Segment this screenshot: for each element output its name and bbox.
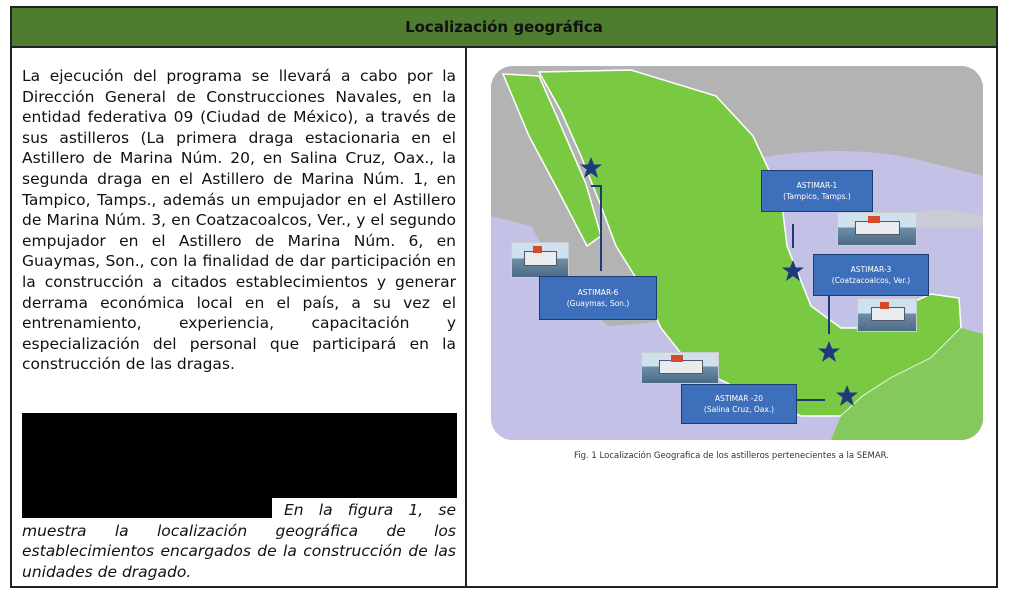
section-title: Localización geográfica [405,18,603,36]
body-paragraph: La ejecución del programa se llevará a cabo por la Dirección General de Construcciones Navales, en la entidad federativa 09 (Ciudad de México), a través de sus astilleros (La primera draga estacionaria en el Astillero de Marina Núm. 20, en Salina Cruz, Oax., la segunda draga en el Astillero de Marina Núm. 1, en Tampico, Tamps., además un empujador en el Astillero de Marina Núm. 3, en Coatzacoalcos, Ver., y el segundo empujador en el Astillero de Marina Núm. 6, en Guaymas, Son., con la finalidad de dar participación en la construcción a citados establecimientos y generar derrama económica local en el país, a su vez el entrenamiento, experiencia, capacitación y especialización del personal que participará en la construcción de las dragas. [22,67,456,374]
figure-reference-text: En la figura 1, se muestra la localización geográfica de los establecimientos encargados de la construcción de las unidades de dragado. [22,501,456,581]
label-astimar-20-place: (Salina Cruz, Oax.) [703,405,775,414]
label-astimar-20 [681,384,797,424]
label-astimar-3 [813,254,929,296]
label-astimar-6-name: ASTIMAR-6 [577,288,619,297]
label-astimar-1-place: (Tampico, Tamps.) [783,192,851,201]
label-astimar-1 [761,170,873,212]
figure-column [467,48,996,586]
document-frame [10,6,998,588]
label-astimar-20-name: ASTIMAR -20 [714,394,764,403]
label-astimar-1-name: ASTIMAR-1 [796,181,838,190]
ship-photo-salina-cruz [641,352,719,384]
text-column [12,48,467,586]
figure-caption: Fig. 1 Localización Geografica de los astilleros pertenecientes a la SEMAR. [574,451,889,461]
mexico-map [491,66,983,440]
label-astimar-6-place: (Guaymas, Son.) [566,299,630,308]
label-astimar-3-place: (Coatzacoalcos, Ver.) [831,276,911,285]
label-astimar-3-name: ASTIMAR-3 [850,265,892,274]
section-header [12,8,996,48]
redaction-block [22,413,457,498]
ship-photo-coatzacoalcos [857,298,917,332]
label-astimar-6 [539,276,657,320]
ship-photo-guaymas [511,242,569,278]
ship-photo-tampico [837,212,917,246]
